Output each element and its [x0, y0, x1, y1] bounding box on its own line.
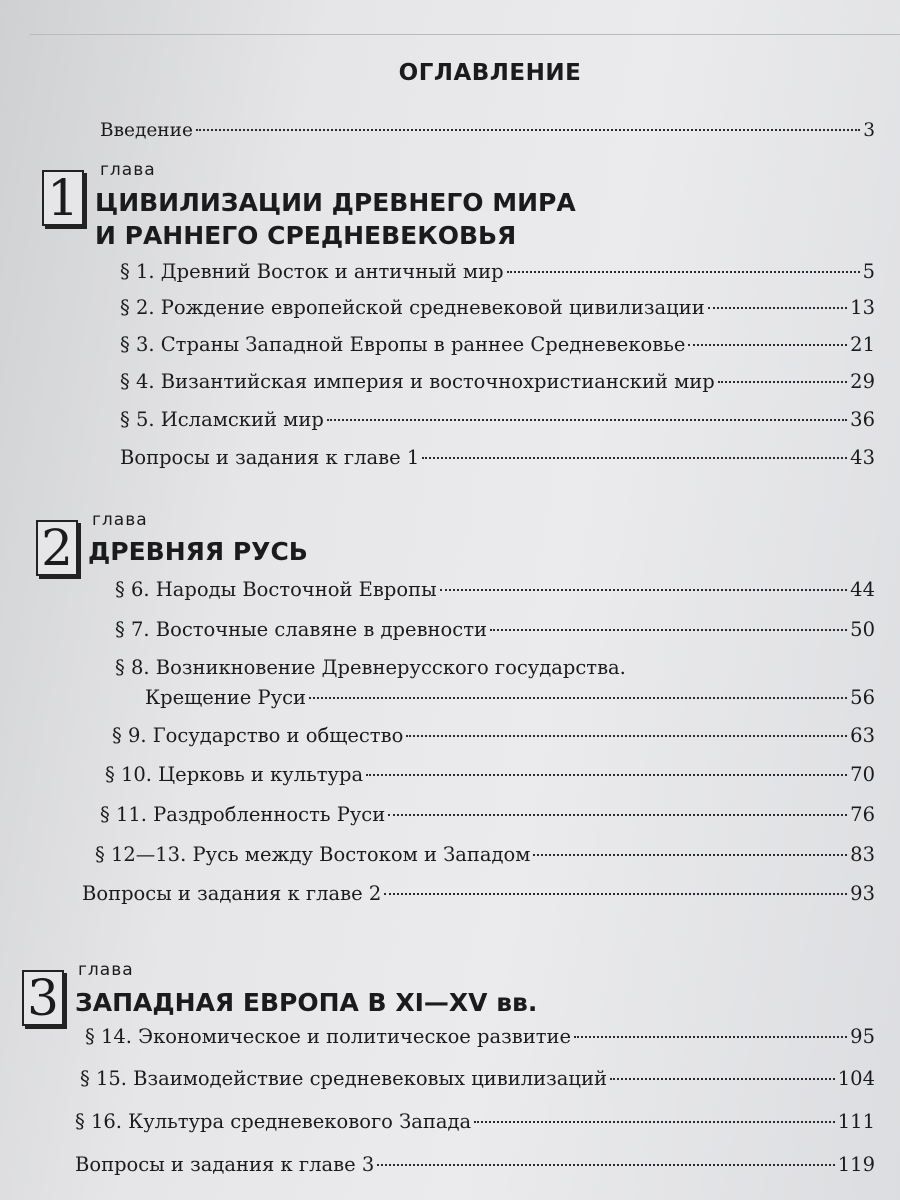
toc-entry-title: § 4. Византийская империя и восточнохристианский мир	[120, 370, 715, 393]
toc-entry-questions[interactable]	[120, 446, 875, 469]
chapter-title-line: И РАННЕГО СРЕДНЕВЕКОВЬЯ	[95, 221, 517, 250]
dot-leader	[718, 381, 847, 383]
toc-entry[interactable]	[120, 333, 875, 356]
toc-entry[interactable]	[115, 618, 875, 641]
dot-leader	[490, 629, 847, 631]
toc-entry-page: 119	[837, 1153, 875, 1176]
toc-entry-title: § 7. Восточные славяне в древности	[115, 618, 487, 641]
toc-entry[interactable]	[80, 1067, 875, 1090]
dot-leader	[309, 697, 847, 699]
chapter-3-label: глава	[78, 960, 134, 980]
toc-entry-multiline-line1[interactable]	[115, 656, 875, 679]
page-top-rule	[30, 34, 900, 35]
chapter-2-label: глава	[92, 510, 148, 530]
toc-entry-page: 3	[863, 120, 875, 141]
toc-entry-page: 13	[850, 296, 875, 319]
dot-leader	[406, 735, 847, 737]
toc-entry[interactable]	[112, 724, 875, 747]
dot-leader	[574, 1036, 847, 1038]
toc-entry-title: § 16. Культура средневекового Запада	[75, 1110, 472, 1133]
toc-entry[interactable]	[120, 408, 875, 431]
dot-leader	[533, 854, 847, 856]
dot-leader	[196, 129, 860, 131]
toc-entry-page: 93	[850, 882, 875, 905]
chapter-1-number-box: 1	[42, 170, 84, 226]
page-title: ОГЛАВЛЕНИЕ	[398, 60, 582, 86]
dot-leader	[327, 419, 847, 421]
dot-leader	[384, 893, 847, 895]
toc-entry-questions[interactable]	[75, 1153, 875, 1176]
toc-entry[interactable]	[100, 803, 875, 826]
toc-entry-title: § 9. Государство и общество	[112, 724, 404, 747]
dot-leader	[688, 344, 847, 346]
toc-entry-title: Вопросы и задания к главе 2	[82, 882, 382, 905]
chapter-3-number-box: 3	[22, 970, 64, 1026]
dot-leader	[708, 307, 847, 309]
dot-leader	[388, 814, 847, 816]
toc-entry-title: § 15. Взаимодействие средневековых цивилизаций	[80, 1067, 607, 1090]
toc-entry-title: Вопросы и задания к главе 3	[75, 1153, 375, 1176]
toc-entry-page: 111	[837, 1110, 875, 1133]
toc-entry[interactable]	[120, 260, 875, 283]
toc-entry-page: 36	[850, 408, 875, 431]
toc-entry-multiline-line2[interactable]	[145, 686, 875, 709]
chapter-2-title	[88, 535, 308, 568]
toc-entry[interactable]	[85, 1025, 875, 1048]
toc-entry[interactable]	[95, 843, 875, 866]
chapter-title-line: ЗАПАДНАЯ ЕВРОПА В XI—XV вв.	[75, 988, 538, 1017]
toc-entry-page: 56	[850, 686, 875, 709]
dot-leader	[507, 271, 860, 273]
dot-leader	[366, 774, 847, 776]
toc-entry-page: 70	[850, 763, 875, 786]
chapter-3-title	[75, 986, 537, 1019]
toc-entry[interactable]	[105, 763, 875, 786]
toc-entry[interactable]	[115, 578, 875, 601]
toc-entry-page: 63	[850, 724, 875, 747]
toc-entry-title: § 5. Исламский мир	[120, 408, 324, 431]
toc-entry-page: 95	[850, 1025, 875, 1048]
toc-entry-page: 21	[850, 333, 875, 356]
toc-entry-title: § 10. Церковь и культура	[105, 763, 364, 786]
toc-entry-title: § 12—13. Русь между Востоком и Западом	[95, 843, 531, 866]
dot-leader	[440, 589, 848, 591]
toc-entry[interactable]	[75, 1110, 875, 1133]
toc-entry-page: 50	[850, 618, 875, 641]
dot-leader	[610, 1078, 835, 1080]
toc-entry-page: 44	[850, 578, 875, 601]
toc-entry[interactable]	[120, 370, 875, 393]
toc-entry-page: 29	[850, 370, 875, 393]
toc-entry-page: 104	[837, 1067, 875, 1090]
toc-entry[interactable]	[120, 296, 875, 319]
toc-entry-title: § 14. Экономическое и политическое развитие	[85, 1025, 572, 1048]
toc-entry-title: § 6. Народы Восточной Европы	[115, 578, 437, 601]
toc-entry-title-continued: Крещение Руси	[145, 686, 307, 709]
chapter-1-title	[95, 186, 576, 252]
chapter-1-label: глава	[100, 160, 156, 180]
toc-entry-page: 83	[850, 843, 875, 866]
toc-entry-title: § 8. Возникновение Древнерусского государства.	[115, 656, 626, 679]
toc-entry-page: 5	[862, 260, 875, 283]
toc-entry-page: 76	[850, 803, 875, 826]
toc-entry-title: § 11. Раздробленность Руси	[100, 803, 386, 826]
toc-entry-page: 43	[850, 446, 875, 469]
toc-entry-title: § 1. Древний Восток и античный мир	[120, 260, 504, 283]
toc-entry-title: Вопросы и задания к главе 1	[120, 446, 420, 469]
toc-entry-questions[interactable]	[82, 882, 875, 905]
dot-leader	[422, 457, 847, 459]
chapter-title-line: ДРЕВНЯЯ РУСЬ	[88, 537, 308, 566]
chapter-title-line: ЦИВИЛИЗАЦИИ ДРЕВНЕГО МИРА	[95, 188, 576, 217]
dot-leader	[474, 1121, 835, 1123]
toc-entry-title: § 3. Страны Западной Европы в раннее Средневековье	[120, 333, 686, 356]
chapter-2-number-box: 2	[36, 520, 78, 576]
dot-leader	[377, 1164, 835, 1166]
toc-entry-title: Введение	[100, 120, 193, 141]
toc-entry-intro[interactable]	[100, 120, 875, 141]
toc-entry-title: § 2. Рождение европейской средневековой цивилизации	[120, 296, 705, 319]
